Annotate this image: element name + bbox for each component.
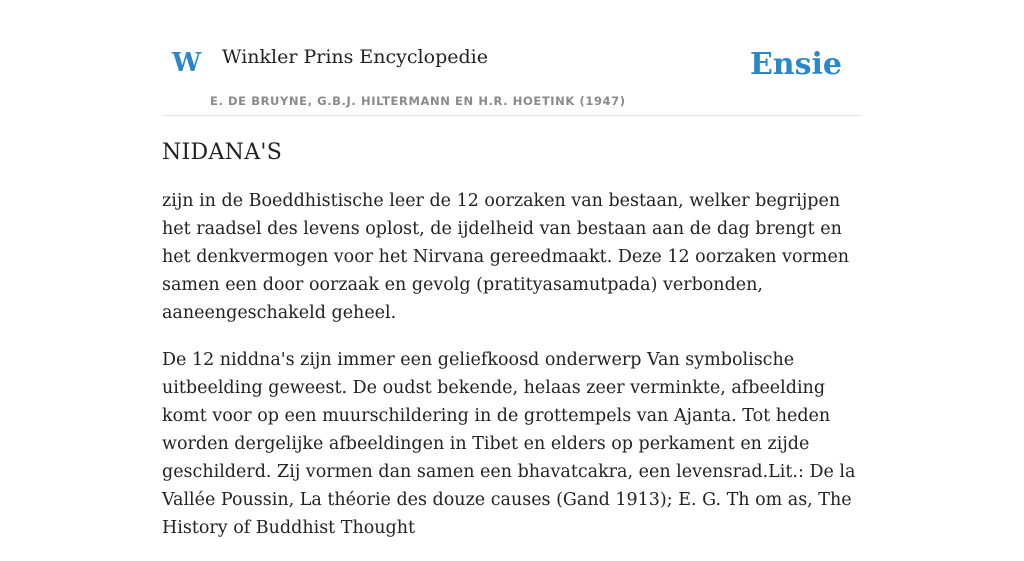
publication-authors: E. DE BRUYNE, G.B.J. HILTERMANN EN H.R. HOETINK (1947) [210,94,626,108]
publication-logo[interactable]: W [172,48,202,78]
article-title: NIDANA'S [162,140,283,165]
publication-title[interactable]: Winkler Prins Encyclopedie [222,46,488,68]
article [162,140,872,561]
brand-logo[interactable]: Ensie [749,47,842,82]
article-paragraph: De 12 niddna's zijn immer een geliefkoosd onderwerp Van symbolische uitbeelding geweest. De oudst bekende, helaas zeer verminkte, afbeelding komt voor op een muurschildering in de grottempels van Ajanta. Tot heden worden dergelijke afbeeldingen in Tibet en elders op perkament en zijde geschilderd. Zij vormen dan samen een bhavatcakra, een levensrad.Lit.: De la Vallée Poussin, La théorie des douze causes (Gand 1913); E. G. Th om as, The History of Buddhist Thought [162,350,856,538]
header [162,0,862,116]
article-paragraph: zijn in de Boeddhistische leer de 12 oorzaken van bestaan, welker begrijpen het raadsel des levens oplost, de ijdelheid van bestaan aan de dag brengt en het denkvermogen voor het Nirvana gereedmaakt. Deze 12 oorzaken vormen samen een door oorzaak en gevolg (pratityasamutpada) verbonden, aaneengeschakeld geheel. [162,191,850,323]
